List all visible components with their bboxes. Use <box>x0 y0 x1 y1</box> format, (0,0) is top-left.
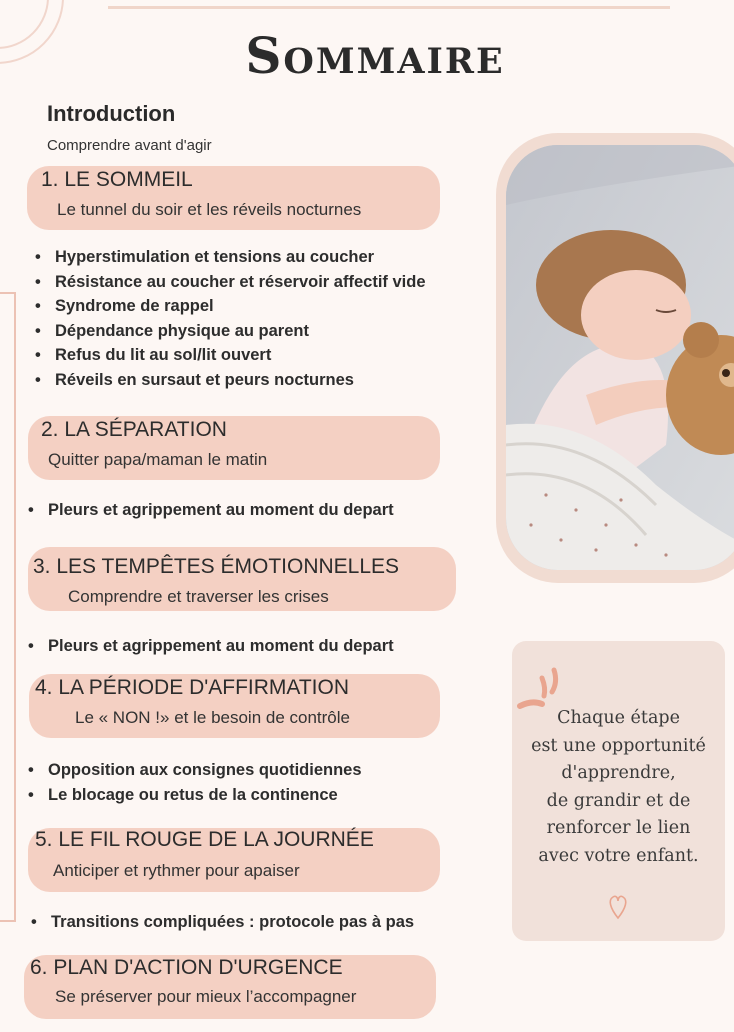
sleeping-child-illustration <box>506 145 734 570</box>
heart-icon <box>606 890 630 922</box>
section-title: 3. LES TEMPÊTES ÉMOTIONNELLES <box>33 555 400 578</box>
section-subtitle: Quitter papa/maman le matin <box>48 450 268 469</box>
section-subtitle: Le tunnel du soir et les réveils nocturnes <box>57 200 362 219</box>
bullet-list <box>26 758 362 807</box>
section-subtitle: Anticiper et rythmer pour apaiser <box>53 861 300 880</box>
list-item: • Hyperstimulation et tensions au coucher <box>33 245 426 270</box>
section-title: 6. PLAN D'ACTION D'URGENCE <box>30 956 343 979</box>
quote-line: de grandir et de <box>546 790 691 811</box>
list-item: • Refus du lit au sol/lit ouvert <box>33 343 426 368</box>
quote-text <box>512 705 725 871</box>
list-item: • Syndrome de rappel <box>33 294 426 319</box>
list-item: • Opposition aux consignes quotidiennes <box>26 758 362 783</box>
section-subtitle: Comprendre et traverser les crises <box>68 587 329 606</box>
top-divider <box>108 6 670 9</box>
section-title: 4. LA PÉRIODE D'AFFIRMATION <box>35 676 350 699</box>
section-title: 5. LE FIL ROUGE DE LA JOURNÉE <box>35 828 374 851</box>
page-title: Sommaire <box>245 26 505 85</box>
section-title: 1. LE SOMMEIL <box>41 168 193 191</box>
list-item: • Transitions compliquées : protocole pas à pas <box>29 910 414 935</box>
bullet-list <box>29 910 414 935</box>
intro-subtitle: Comprendre avant d'agir <box>47 137 212 154</box>
list-item: • Résistance au coucher et réservoir affectif vide <box>33 270 426 295</box>
sleeping-child-photo <box>506 145 734 570</box>
list-item: • Pleurs et agrippement au moment du depart <box>26 498 394 523</box>
bullet-list <box>26 634 394 659</box>
list-item: • Pleurs et agrippement au moment du depart <box>26 634 394 659</box>
section-subtitle: Le « NON !» et le besoin de contrôle <box>75 708 350 727</box>
quote-line: avec votre enfant. <box>538 845 699 866</box>
quote-line: d'apprendre, <box>561 763 676 784</box>
quote-line: renforcer le lien <box>546 818 691 839</box>
intro-heading: Introduction <box>47 101 176 126</box>
quote-line: est une opportunité <box>531 735 706 756</box>
list-item: • Dépendance physique au parent <box>33 319 426 344</box>
left-bracket-decoration <box>0 292 16 922</box>
bullet-list <box>33 245 426 393</box>
section-title: 2. LA SÉPARATION <box>41 418 227 441</box>
section-subtitle: Se préserver pour mieux l’accompagner <box>55 987 357 1006</box>
list-item: • Le blocage ou retus de la continence <box>26 783 362 808</box>
bullet-list <box>26 498 394 523</box>
list-item: • Réveils en sursaut et peurs nocturnes <box>33 368 426 393</box>
quote-line: Chaque étape <box>557 708 680 728</box>
